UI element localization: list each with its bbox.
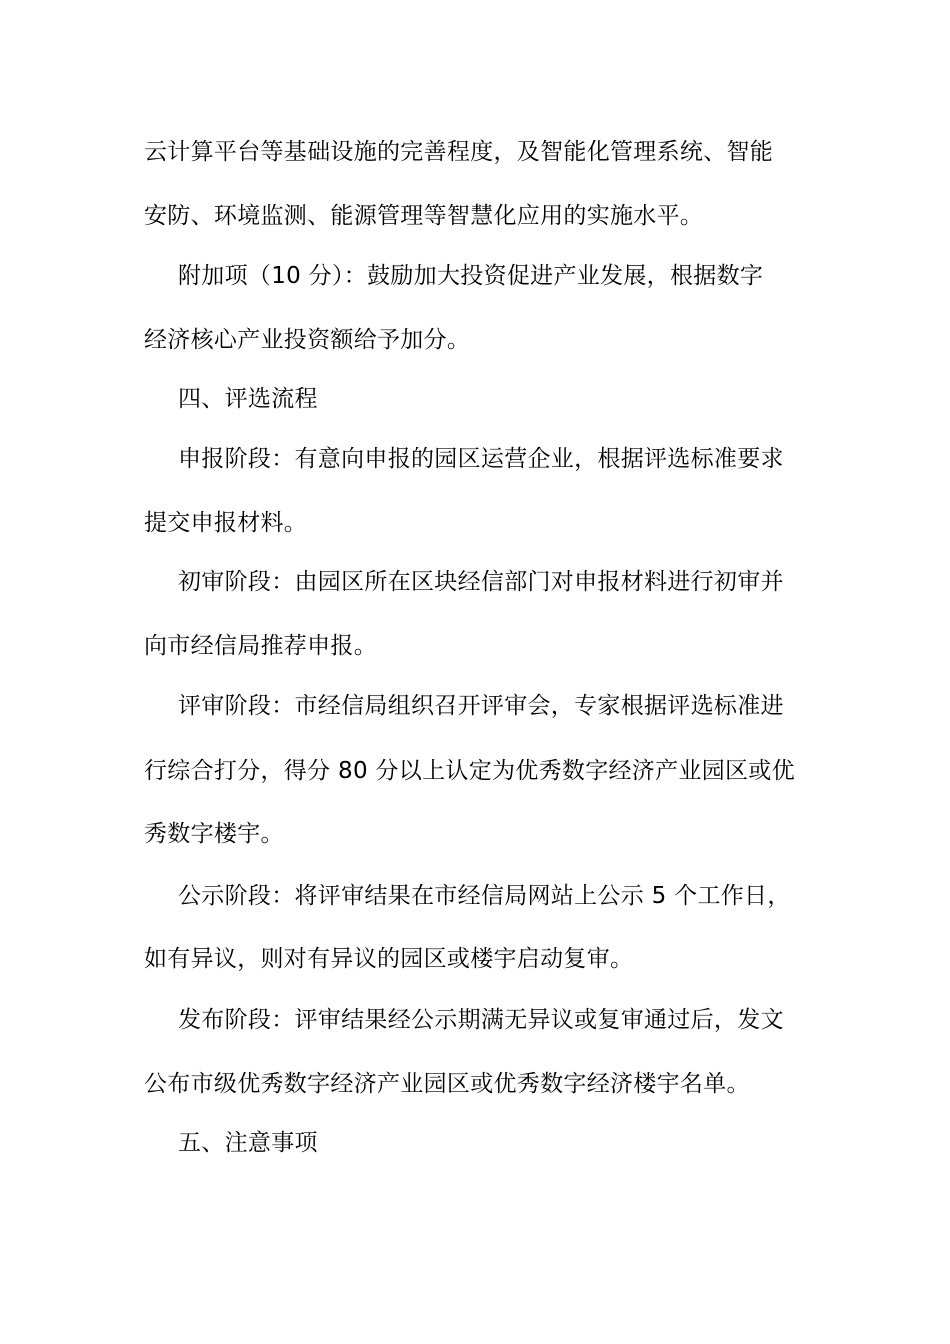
paragraph-start: 评审阶段：市经信局组织召开评审会，专家根据评选标准进 bbox=[178, 693, 784, 719]
paragraph-start: 初审阶段：由园区所在区块经信部门对申报材料进行初审并 bbox=[178, 569, 784, 595]
text-line: 秀数字楼宇。 bbox=[144, 821, 284, 847]
text-line: 经济核心产业投资额给予加分。 bbox=[144, 327, 471, 353]
text-line: 提交申报材料。 bbox=[144, 510, 308, 536]
text-line: 行综合打分，得分 80 分以上认定为优秀数字经济产业园区或优 bbox=[144, 758, 795, 784]
text-line: 安防、环境监测、能源管理等智慧化应用的实施水平。 bbox=[144, 203, 704, 229]
paragraph-start: 申报阶段：有意向申报的园区运营企业，根据评选标准要求 bbox=[178, 446, 784, 472]
paragraph-start: 发布阶段：评审结果经公示期满无异议或复审通过后，发文 bbox=[178, 1007, 784, 1033]
paragraph-start: 公示阶段：将评审结果在市经信局网站上公示 5 个工作日， bbox=[178, 883, 791, 909]
section-heading: 五、注意事项 bbox=[178, 1130, 318, 1156]
text-line: 公布市级优秀数字经济产业园区或优秀数字经济楼宇名单。 bbox=[144, 1071, 750, 1097]
text-line: 云计算平台等基础设施的完善程度，及智能化管理系统、智能 bbox=[144, 139, 774, 165]
text-line: 向市经信局推荐申报。 bbox=[144, 633, 377, 659]
section-heading: 四、评选流程 bbox=[178, 386, 318, 412]
paragraph-start: 附加项（10 分）：鼓励加大投资促进产业发展，根据数字 bbox=[178, 263, 764, 289]
text-line: 如有异议，则对有异议的园区或楼宇启动复审。 bbox=[144, 946, 634, 972]
